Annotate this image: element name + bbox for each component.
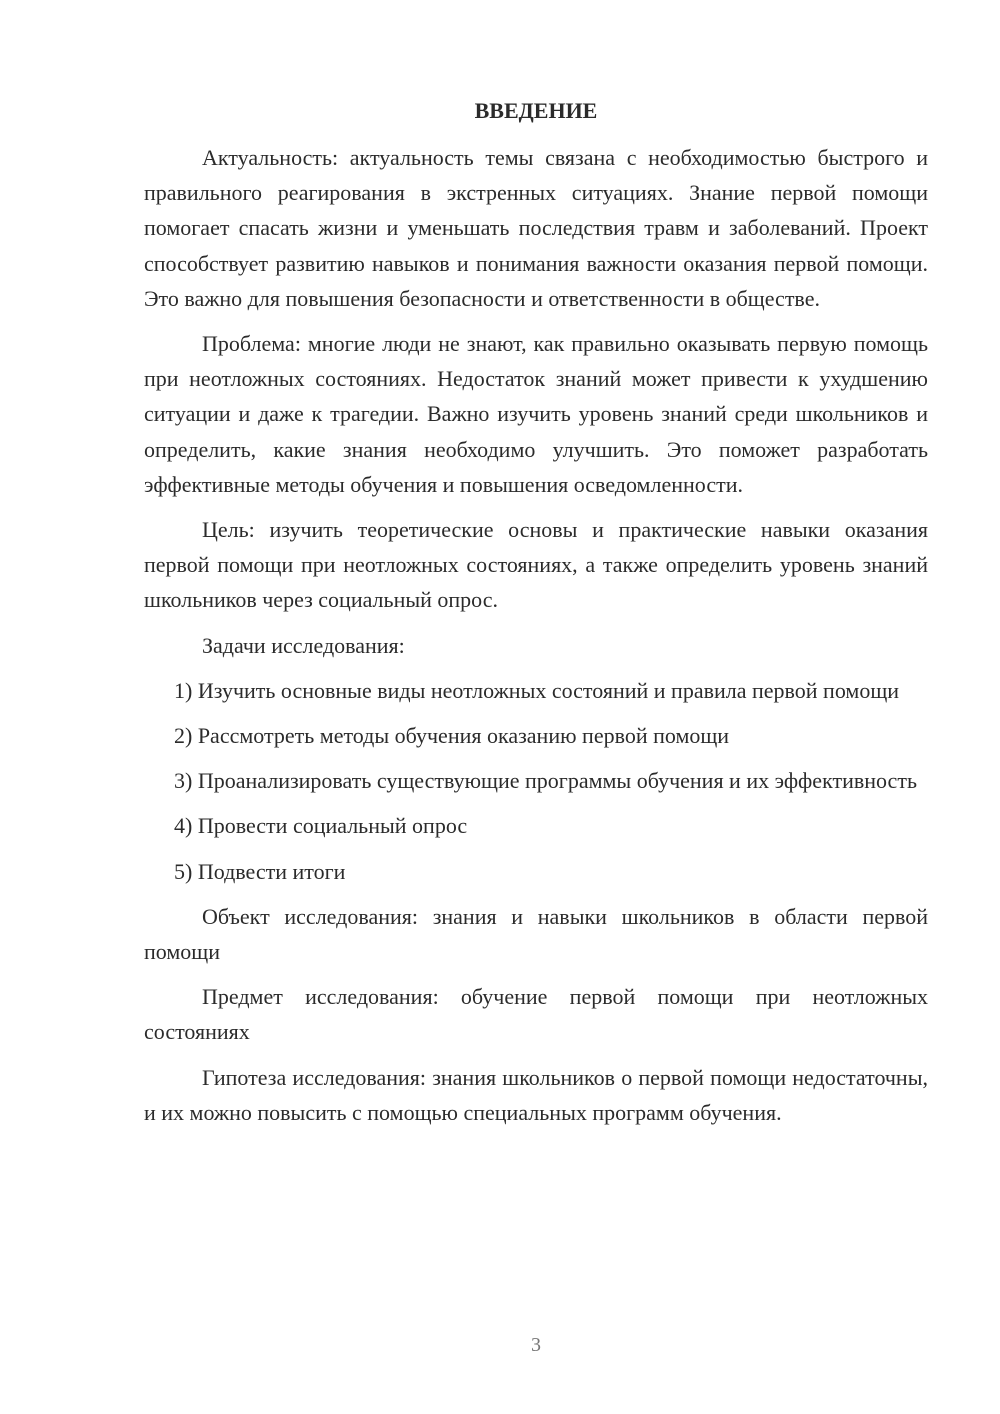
- section-heading: ВВЕДЕНИЕ: [474, 98, 598, 123]
- subject-paragraph: Предмет исследования: обучение первой помощи при неотложных состояниях: [144, 984, 928, 1045]
- goal-paragraph: Цель: изучить теоретические основы и практические навыки оказания первой помощи при неотложных состояниях, а также определить уровень знаний школьников через социальный опрос.: [144, 517, 928, 613]
- page-number: 3: [531, 1334, 541, 1356]
- task-item-5: 5) Подвести итоги: [174, 858, 346, 884]
- problem-paragraph: Проблема: многие люди не знают, как правильно оказывать первую помощь при неотложных состояниях. Недостаток знаний может привести к ухудшению ситуации и даже к трагедии. Важно изучить уровень знаний среди школьников и определить, какие знания необходимо улучшить. Это поможет разработать эффективные методы обучения и повышения осведомленности.: [144, 331, 928, 497]
- relevance-paragraph: Актуальность: актуальность темы связана с необходимостью быстрого и правильного реагирования в экстренных ситуациях. Знание первой помощи помогает спасать жизни и уменьшать последствия травм и заболеваний. Проект способствует развитию навыков и понимания важности оказания первой помощи. Это важно для повышения безопасности и ответственности в обществе.: [144, 145, 928, 311]
- document-page: [144, 96, 928, 1140]
- task-item-1: 1) Изучить основные виды неотложных состояний и правила первой помощи: [174, 677, 900, 703]
- object-paragraph: Объект исследования: знания и навыки школьников в области первой помощи: [144, 903, 928, 965]
- hypothesis-paragraph: Гипотеза исследования: знания школьников о первой помощи недостаточны, и их можно повысить с помощью специальных программ обучения.: [144, 1064, 928, 1125]
- task-item-3: 3) Проанализировать существующие программы обучения и их эффективность: [174, 768, 917, 794]
- task-item-4: 4) Провести социальный опрос: [174, 813, 468, 839]
- tasks-intro: Задачи исследования:: [202, 632, 405, 658]
- task-item-2: 2) Рассмотреть методы обучения оказанию первой помощи: [174, 723, 730, 749]
